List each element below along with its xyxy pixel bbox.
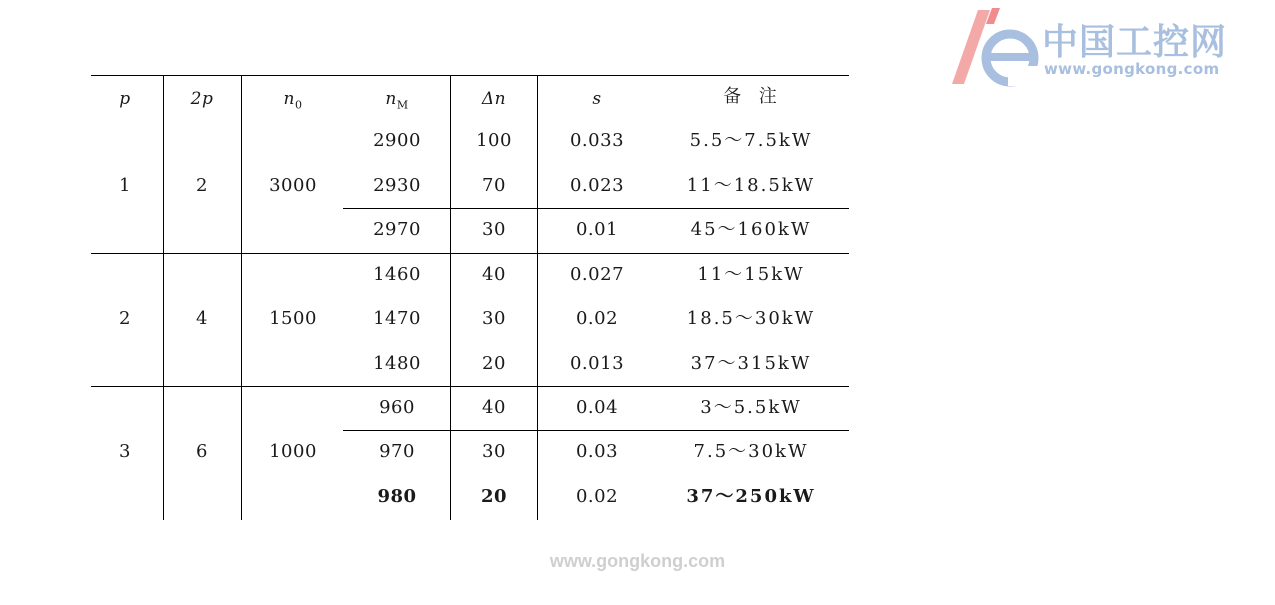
cell-nm: 980 (377, 486, 417, 507)
logo-url-text: www.gongkong.com (1044, 60, 1220, 78)
group-2p: 4 (196, 308, 208, 329)
cell-nm: 2930 (373, 175, 421, 196)
header-2p: 2p (190, 89, 214, 109)
cell-nm: 2970 (373, 219, 421, 240)
group-2p: 2 (196, 175, 208, 196)
cell-note: 11～15kW (697, 264, 805, 285)
cell-s: 0.02 (575, 486, 619, 507)
cell-s: 0.01 (575, 219, 619, 240)
header-delta-n: Δn (481, 89, 507, 109)
cell-delta-n: 30 (482, 441, 506, 462)
group-2p: 6 (196, 441, 208, 462)
group-p: 1 (119, 175, 131, 196)
header-s: s (592, 89, 602, 109)
cell-s: 0.033 (569, 130, 625, 151)
header-p: p (119, 89, 131, 109)
cell-note: 45～160kW (690, 219, 812, 240)
cell-note: 7.5～30kW (693, 441, 809, 462)
cell-s: 0.013 (569, 353, 625, 374)
cell-delta-n: 20 (480, 486, 508, 507)
cell-note: 18.5～30kW (686, 308, 816, 329)
cell-nm: 1480 (373, 353, 421, 374)
motor-speed-table (91, 75, 849, 520)
gongkong-logo (948, 6, 1268, 88)
cell-note: 3～5.5kW (700, 397, 802, 418)
cell-note: 37～315kW (690, 353, 812, 374)
cell-nm: 970 (379, 441, 415, 462)
header-note: 备 注 (723, 86, 779, 107)
group-p: 2 (119, 308, 131, 329)
header-n0: $n_0$ (283, 89, 303, 112)
cell-s: 0.023 (569, 175, 625, 196)
cell-note: 37～250kW (686, 486, 816, 507)
group-n0: 1500 (269, 308, 317, 329)
cell-delta-n: 30 (482, 308, 506, 329)
cell-delta-n: 40 (482, 264, 506, 285)
cell-delta-n: 100 (476, 130, 512, 151)
cell-s: 0.02 (575, 308, 619, 329)
ie-logo-icon (948, 6, 1043, 88)
cell-nm: 1460 (373, 264, 421, 285)
cell-note: 5.5～7.5kW (689, 130, 813, 151)
header-nm: $n_M$ (385, 89, 409, 112)
cell-s: 0.027 (569, 264, 625, 285)
group-p: 3 (119, 441, 131, 462)
cell-delta-n: 70 (482, 175, 506, 196)
cell-nm: 960 (379, 397, 415, 418)
cell-s: 0.04 (575, 397, 619, 418)
group-n0: 3000 (269, 175, 317, 196)
cell-delta-n: 30 (482, 219, 506, 240)
logo-chinese-text: 中国工控网 (1042, 22, 1228, 63)
cell-nm: 1470 (373, 308, 421, 329)
group-n0: 1000 (269, 441, 317, 462)
cell-delta-n: 20 (482, 353, 506, 374)
cell-delta-n: 40 (482, 397, 506, 418)
footer-watermark: www.gongkong.com (549, 551, 726, 571)
cell-note: 11～18.5kW (686, 175, 816, 196)
cell-nm: 2900 (373, 130, 421, 151)
cell-s: 0.03 (575, 441, 619, 462)
